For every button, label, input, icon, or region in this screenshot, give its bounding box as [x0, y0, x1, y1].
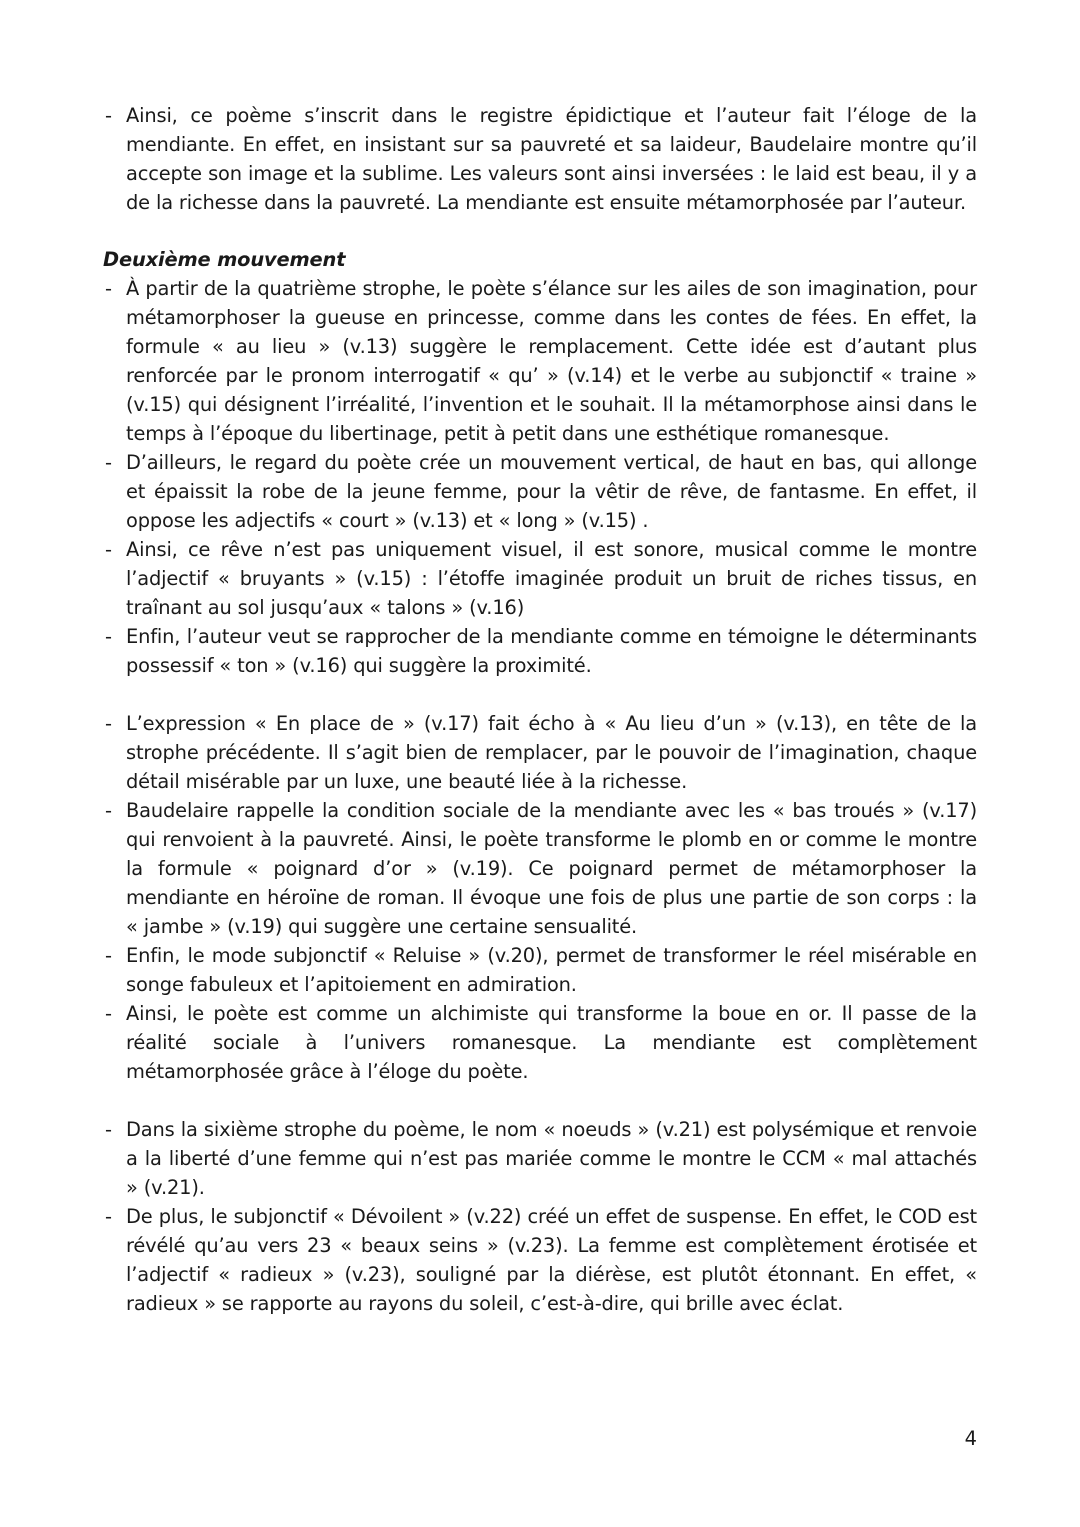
bullet-paragraph: - L’expression « En place de » (v.17) fait écho à « Au lieu d’un » (v.13), en tête de la strophe précédente. Il s’agit bien de remplacer, par le pouvoir de l’imagination, chaque détail misérable par un luxe, une beauté liée à la richesse. [103, 709, 977, 796]
page-number: 4 [964, 1427, 977, 1450]
movement-bullet-list-3 [103, 1115, 977, 1318]
bullet-paragraph: - À partir de la quatrième strophe, le poète s’élance sur les ailes de son imagination, pour métamorphoser la gueuse en princesse, comme dans les contes de fées. En effet, la formule « au lieu » (v.13) suggère le remplacement. Cette idée est d’autant plus renforcée par le pronom interrogatif « qu’ » (v.14) et le verbe au subjonctif « traine » (v.15) qui désignent l’irréalité, l’invention et le souhait. Il la métamorphose ainsi dans le temps à l’époque du libertinage, petit à petit dans une esthétique romanesque. [103, 274, 977, 448]
bullet-paragraph: - Dans la sixième strophe du poème, le nom « noeuds » (v.21) est polysémique et renvoie a la liberté d’une femme qui n’est pas mariée comme le montre le CCM « mal attachés » (v.21). [103, 1115, 977, 1202]
bullet-paragraph: - Enfin, l’auteur veut se rapprocher de la mendiante comme en témoigne le déterminants possessif « ton » (v.16) qui suggère la proximité. [103, 622, 977, 680]
page-content [103, 101, 977, 1318]
spacer [103, 680, 977, 709]
bullet-paragraph: - Baudelaire rappelle la condition sociale de la mendiante avec les « bas troués » (v.17) qui renvoient à la pauvreté. Ainsi, le poète transforme le plomb en or comme le montre la formule « poignard d’or » (v.19). Ce poignard permet de métamorphoser la mendiante en héroïne de roman. Il évoque une fois de plus une partie de son corps : la « jambe » (v.19) qui suggère une certaine sensualité. [103, 796, 977, 941]
bullet-paragraph: - Ainsi, ce poème s’inscrit dans le registre épidictique et l’auteur fait l’éloge de la mendiante. En effet, en insistant sur sa pauvreté et sa laideur, Baudelaire montre qu’il accepte son image et la sublime. Les valeurs sont ainsi inversées : le laid est beau, il y a de la richesse dans la pauvreté. La mendiante est ensuite métamorphosée par l’auteur. [103, 101, 977, 217]
movement-bullet-list-1 [103, 274, 977, 680]
bullet-paragraph: - Ainsi, ce rêve n’est pas uniquement visuel, il est sonore, musical comme le montre l’adjectif « bruyants » (v.15) : l’étoffe imaginée produit un bruit de riches tissus, en traînant au sol jusqu’aux « talons » (v.16) [103, 535, 977, 622]
spacer [103, 1086, 977, 1115]
section-heading: Deuxième mouvement [103, 248, 346, 271]
bullet-paragraph: - De plus, le subjonctif « Dévoilent » (v.22) créé un effet de suspense. En effet, le COD est révélé qu’au vers 23 « beaux seins » (v.23). La femme est complètement érotisée et l’adjectif « radieux » (v.23), souligné par la diérèse, est plutôt étonnant. En effet, « radieux » se rapporte au rayons du soleil, c’est-à-dire, qui brille avec éclat. [103, 1202, 977, 1318]
intro-bullet-list [103, 101, 977, 217]
bullet-paragraph: - Enfin, le mode subjonctif « Reluise » (v.20), permet de transformer le réel misérable en songe fabuleux et l’apitoiement en admiration. [103, 941, 977, 999]
spacer [103, 217, 977, 245]
bullet-paragraph: - D’ailleurs, le regard du poète crée un mouvement vertical, de haut en bas, qui allonge et épaissit la robe de la jeune femme, pour la vêtir de rêve, de fantasme. En effet, il oppose les adjectifs « court » (v.13) et « long » (v.15) . [103, 448, 977, 535]
movement-bullet-list-2 [103, 709, 977, 1086]
bullet-paragraph: - Ainsi, le poète est comme un alchimiste qui transforme la boue en or. Il passe de la réalité sociale à l’univers romanesque. La mendiante est complètement métamorphosée grâce à l’éloge du poète. [103, 999, 977, 1086]
